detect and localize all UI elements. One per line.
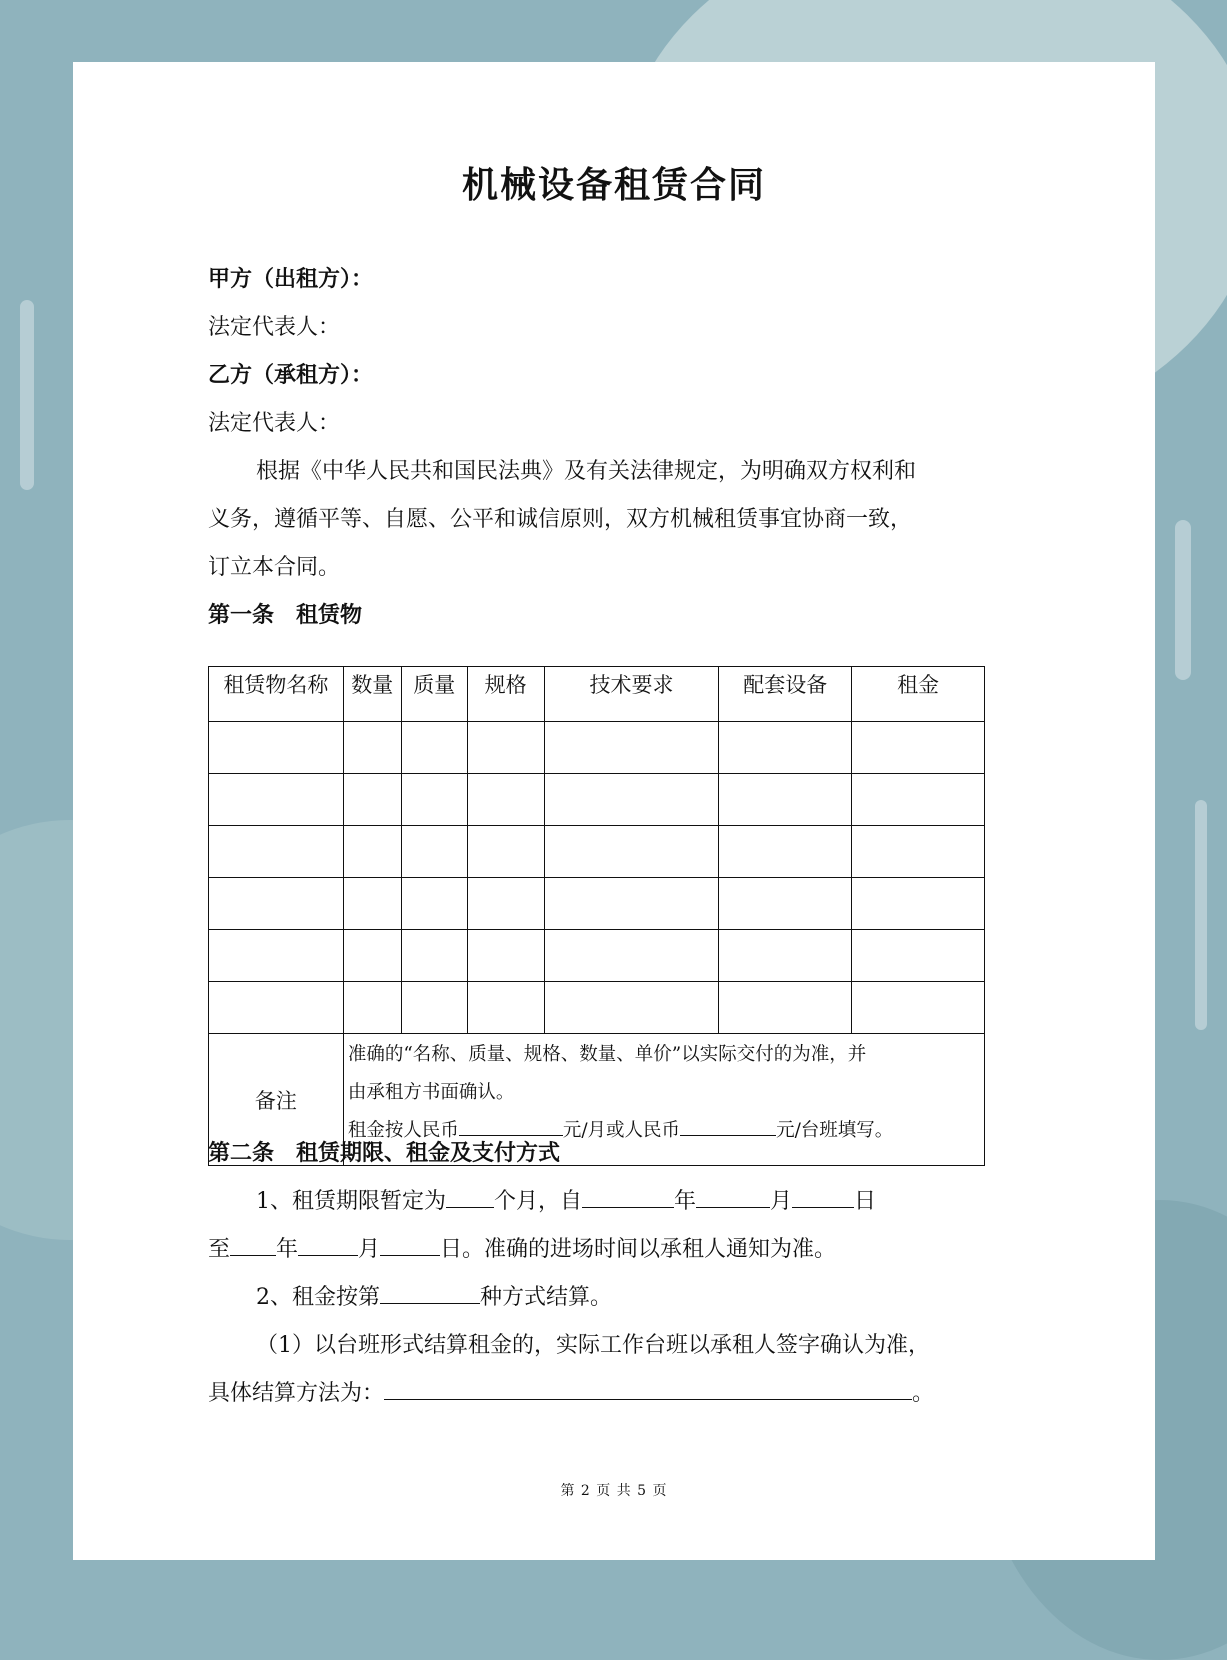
background-streak xyxy=(1175,520,1191,680)
table-cell[interactable] xyxy=(719,878,852,930)
rent-text-c: 元/台班填写。 xyxy=(776,1120,894,1141)
end-day-blank[interactable] xyxy=(380,1233,440,1256)
column-header: 规格 xyxy=(467,667,544,722)
term-text: 个月，自 xyxy=(494,1189,583,1214)
rent-text-b: 元/月或人民币 xyxy=(562,1120,681,1141)
lease-items-table xyxy=(208,666,985,1166)
term-text: 1、租赁期限暂定为 xyxy=(256,1189,446,1214)
table-cell[interactable] xyxy=(209,774,344,826)
preamble-line-2: 义务，遵循平等、自愿、公平和诚信原则，双方机械租赁事宜协商一致， xyxy=(208,507,913,532)
table-cell[interactable] xyxy=(343,982,401,1034)
table-cell[interactable] xyxy=(209,826,344,878)
column-header: 租赁物名称 xyxy=(209,667,344,722)
table-row xyxy=(209,878,985,930)
table-cell[interactable] xyxy=(719,930,852,982)
start-month-blank[interactable] xyxy=(696,1185,770,1208)
lease-term-line-2 xyxy=(208,1232,836,1263)
party-b-label: 乙方（承租方）： xyxy=(208,362,374,388)
table-cell[interactable] xyxy=(852,930,985,982)
background-streak xyxy=(1195,800,1207,1030)
end-year-blank[interactable] xyxy=(230,1233,276,1256)
shift-settlement-line-2 xyxy=(208,1376,934,1407)
table-cell[interactable] xyxy=(401,982,467,1034)
settlement-method-blank[interactable] xyxy=(380,1281,480,1304)
table-cell[interactable] xyxy=(467,878,544,930)
preamble-line-1: 根据《中华人民共和国民法典》及有关法律规定，为明确双方权利和 xyxy=(256,459,917,484)
start-day-blank[interactable] xyxy=(792,1185,854,1208)
table-cell[interactable] xyxy=(544,826,719,878)
table-cell[interactable] xyxy=(467,826,544,878)
column-header: 技术要求 xyxy=(544,667,719,722)
table-cell[interactable] xyxy=(852,826,985,878)
column-header: 数量 xyxy=(343,667,401,722)
term-text: 年 xyxy=(674,1189,697,1214)
term-text: 月 xyxy=(358,1237,381,1262)
column-header: 质量 xyxy=(401,667,467,722)
table-cell[interactable] xyxy=(719,722,852,774)
term-text: 日。准确的进场时间以承租人通知为准。 xyxy=(440,1237,837,1262)
table-row xyxy=(209,930,985,982)
table-cell[interactable] xyxy=(719,982,852,1034)
shift-rent-blank[interactable] xyxy=(680,1117,776,1136)
table-cell[interactable] xyxy=(343,722,401,774)
remarks-line-1: 准确的“名称、质量、规格、数量、单价”以实际交付的为准，并 xyxy=(347,1044,867,1065)
table-cell[interactable] xyxy=(343,930,401,982)
table-cell[interactable] xyxy=(209,930,344,982)
method-text: 种方式结算。 xyxy=(480,1285,613,1310)
method-text: 具体结算方法为： xyxy=(208,1381,385,1406)
table-cell[interactable] xyxy=(343,878,401,930)
term-text: 月 xyxy=(770,1189,793,1214)
table-cell[interactable] xyxy=(401,774,467,826)
table-cell[interactable] xyxy=(401,826,467,878)
column-header: 配套设备 xyxy=(719,667,852,722)
party-b-representative-label: 法定代表人： xyxy=(208,411,341,436)
table-cell[interactable] xyxy=(343,774,401,826)
table-cell[interactable] xyxy=(852,982,985,1034)
term-months-blank[interactable] xyxy=(446,1185,494,1208)
column-header: 租金 xyxy=(852,667,985,722)
table-row xyxy=(209,826,985,878)
rent-text-a: 租金按人民币 xyxy=(347,1120,459,1141)
table-cell[interactable] xyxy=(209,982,344,1034)
party-a-label: 甲方（出租方）： xyxy=(208,266,374,292)
background-streak xyxy=(20,300,34,490)
table-cell[interactable] xyxy=(852,878,985,930)
table-cell[interactable] xyxy=(852,722,985,774)
article-2-heading: 第二条 租赁期限、租金及支付方式 xyxy=(208,1140,561,1166)
document-title: 机械设备租赁合同 xyxy=(461,165,766,206)
table-cell[interactable] xyxy=(343,826,401,878)
table-cell[interactable] xyxy=(209,878,344,930)
table-header-row xyxy=(209,667,985,722)
table-cell[interactable] xyxy=(467,930,544,982)
table-row xyxy=(209,774,985,826)
preamble-line-3: 订立本合同。 xyxy=(208,555,341,580)
settlement-method-line xyxy=(256,1280,612,1311)
table-cell[interactable] xyxy=(209,722,344,774)
table-row xyxy=(209,982,985,1034)
term-text: 日 xyxy=(854,1189,877,1214)
document-page xyxy=(73,62,1155,1560)
table-cell[interactable] xyxy=(467,774,544,826)
table-cell[interactable] xyxy=(544,982,719,1034)
remarks-line-2: 由承租方书面确认。 xyxy=(347,1082,515,1103)
table-cell[interactable] xyxy=(401,878,467,930)
table-cell[interactable] xyxy=(544,878,719,930)
end-month-blank[interactable] xyxy=(298,1233,358,1256)
shift-settlement-line-1: （1）以台班形式结算租金的，实际工作台班以承租人签字确认为准， xyxy=(256,1333,930,1358)
table-cell[interactable] xyxy=(401,930,467,982)
method-text: 。 xyxy=(912,1381,935,1406)
page-number: 第 2 页 共 5 页 xyxy=(560,1483,668,1499)
table-cell[interactable] xyxy=(544,722,719,774)
method-text: 2、租金按第 xyxy=(256,1285,380,1310)
start-year-blank[interactable] xyxy=(582,1185,674,1208)
remarks-label: 备注 xyxy=(209,1034,344,1166)
table-cell[interactable] xyxy=(544,774,719,826)
table-cell[interactable] xyxy=(719,774,852,826)
table-row xyxy=(209,722,985,774)
article-1-heading: 第一条 租赁物 xyxy=(208,602,363,628)
table-cell[interactable] xyxy=(719,826,852,878)
table-cell[interactable] xyxy=(852,774,985,826)
term-text: 年 xyxy=(276,1237,299,1262)
party-a-representative-label: 法定代表人： xyxy=(208,315,341,340)
monthly-rent-blank[interactable] xyxy=(459,1117,563,1136)
term-text: 至 xyxy=(208,1237,231,1262)
table-cell[interactable] xyxy=(401,722,467,774)
table-cell[interactable] xyxy=(467,982,544,1034)
table-cell[interactable] xyxy=(544,930,719,982)
table-cell[interactable] xyxy=(467,722,544,774)
lease-term-line-1 xyxy=(256,1184,876,1215)
settlement-details-blank[interactable] xyxy=(384,1377,912,1400)
